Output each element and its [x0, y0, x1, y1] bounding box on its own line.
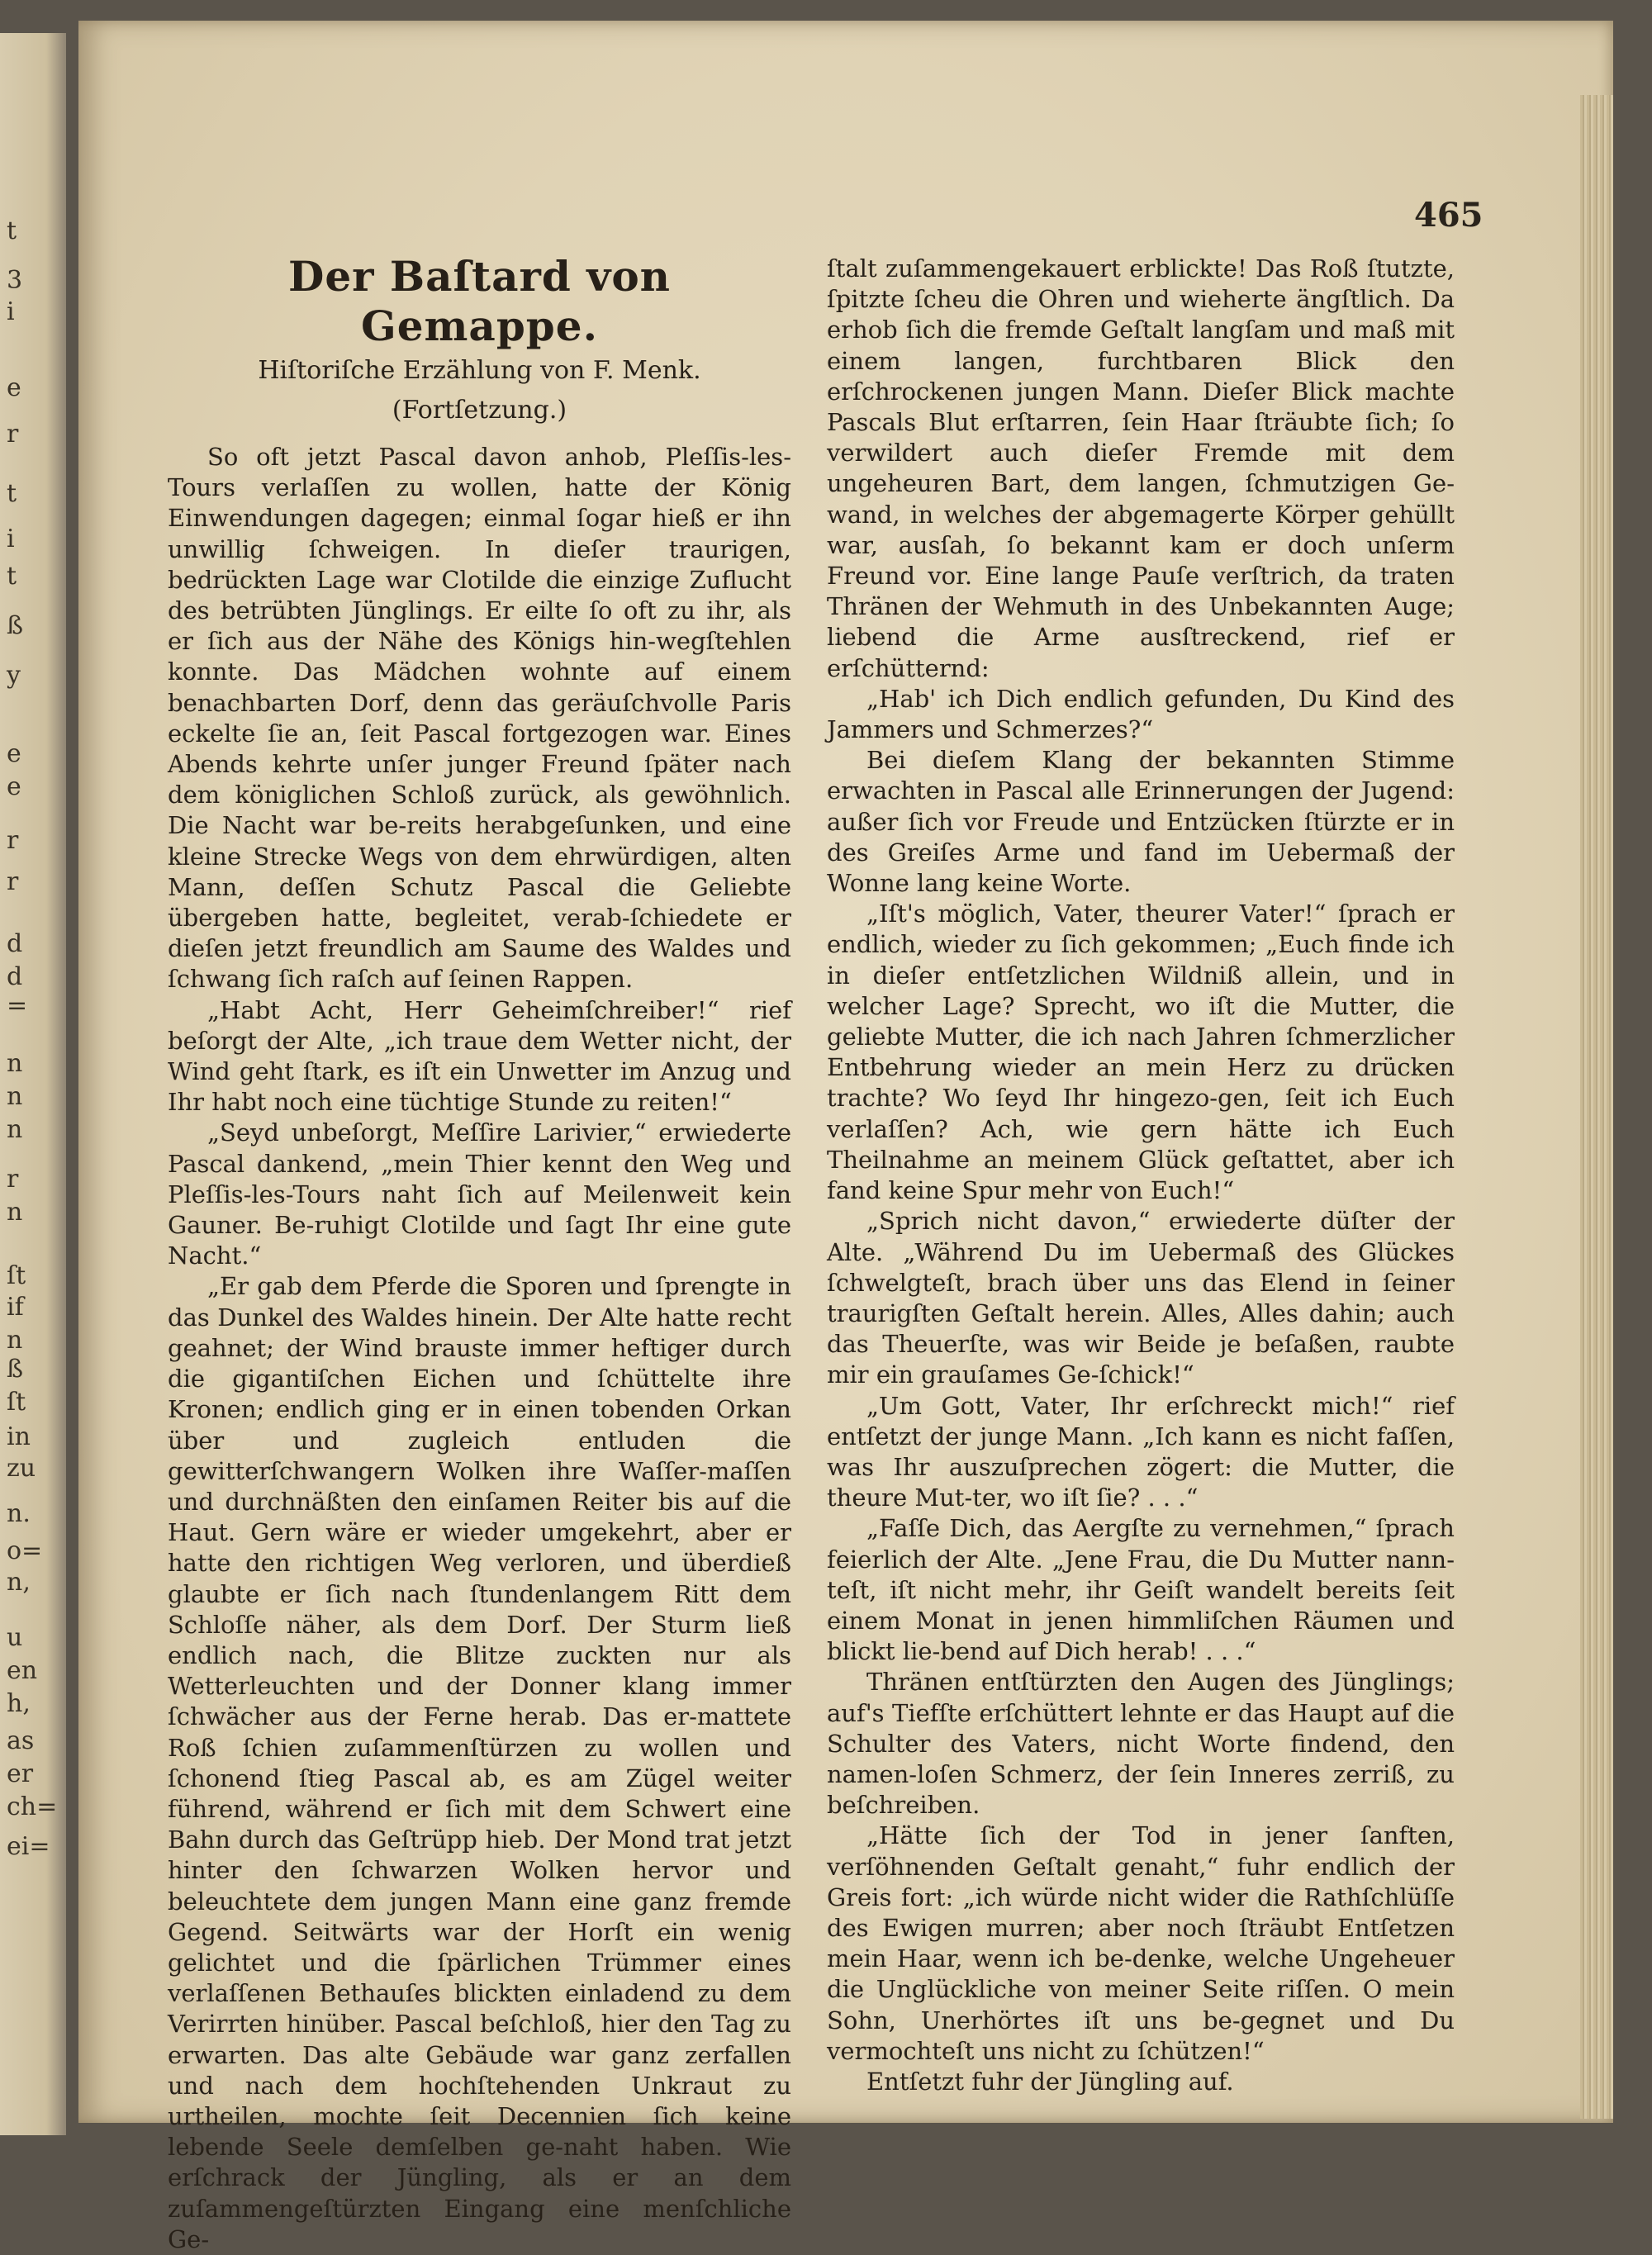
- strip-letter: ch=: [7, 1792, 58, 1821]
- strip-letter: h,: [7, 1689, 31, 1718]
- book-page: [78, 21, 1613, 2253]
- strip-letter: as: [7, 1726, 35, 1755]
- strip-letter: n: [7, 1198, 23, 1227]
- paragraph: „Iſt's möglich, Vater, theurer Vater!“ ſprach er endlich, wieder zu ſich gekommen; „Euch finde ich in dieſer entſetzlichen Wildniß allein, und in welcher Lage? Sprecht, wo iſt die Mutter, die geliebte Mutter, die ich nach Jahren ſchmerzlicher Entbehrung wieder an mein Herz zu drücken trachte? Wo ſeyd Ihr hingezo-gen, ſeit ich Euch verlaſſen? Ach, wie gern hätte ich Euch Theilnahme an meinem Glück geſtattet, aber ich fand keine Spur mehr von Euch!“: [827, 900, 1455, 1205]
- strip-letter: t: [7, 562, 17, 591]
- strip-letter: d: [7, 962, 23, 991]
- strip-letter: ſt: [7, 1388, 26, 1417]
- paragraph: „Faſſe Dich, das Aergſte zu vernehmen,“ ſprach feierlich der Alte. „Jene Frau, die Du Mutter nann-teſt, iſt nicht mehr, ihr Geiſt wandelt bereits ſeit einem Monat in jenen himmliſchen Räumen und blickt lie-bend auf Dich herab! . . .“: [827, 1514, 1455, 1666]
- strip-letter: d: [7, 929, 23, 958]
- right-column: [827, 254, 1455, 2097]
- continuation-note: (Fortſetzung.): [392, 396, 567, 425]
- strip-letter: t: [7, 479, 17, 508]
- strip-letter: ß: [7, 611, 24, 640]
- strip-letter: ei=: [7, 1832, 50, 1861]
- strip-letter: ſt: [7, 1261, 26, 1290]
- strip-letter: in: [7, 1422, 31, 1451]
- strip-letter: =: [7, 991, 28, 1020]
- strip-letter: zu: [7, 1454, 36, 1483]
- strip-letter: r: [7, 1165, 19, 1194]
- article-title: Der Baſtard von Gemappe.: [287, 252, 672, 350]
- strip-letter: r: [7, 867, 19, 896]
- strip-letter: i: [7, 297, 15, 326]
- strip-letter: n: [7, 1082, 23, 1111]
- paragraph: „Um Gott, Vater, Ihr erſchreckt mich!“ rief entſetzt der junge Mann. „Ich kann es nicht faſſen, was Ihr auszuſprechen zögert: die Mutter, die theure Mut-ter, wo iſt ſie? . . .“: [827, 1391, 1455, 1512]
- page-edge-stack: [1580, 95, 1613, 2119]
- strip-letter: 3: [7, 266, 23, 295]
- paragraph: ſtalt zuſammengekauert erblickte! Das Roß ſtutzte, ſpitzte ſcheu die Ohren und wieherte ängſtlich. Da erhob ſich die fremde Geſtalt langſam und maß mit einem langen, furchtbaren Blick den erſchrockenen jungen Mann. Dieſer Blick machte Pascals Blut erſtarren, ſein Haar ſträubte ſich; ſo verwildert auch dieſer Fremde mit dem ungeheuren Bart, dem langen, ſchmutzigen Ge-wand, in welches der abgemagerte Körper gehüllt war, ausſah, ſo bekannt kam er doch unſerm Freund vor. Eine lange Pauſe verſtrich, da traten Thränen der Wehmuth in des Unbekannten Auge; liebend die Arme ausſtreckend, rief er erſchütternd:: [827, 254, 1455, 682]
- paragraph: Thränen entſtürzten den Augen des Jünglings; auf's Tiefſte erſchüttert lehnte er das Haupt auf die Schulter des Vaters, nicht Worte findend, den namen-loſen Schmerz, der ſein Inneres zerriß, zu beſchreiben.: [827, 1668, 1455, 1820]
- strip-letter: n: [7, 1115, 23, 1144]
- page-number: 465: [1414, 196, 1483, 235]
- left-column: [168, 252, 791, 2255]
- strip-letter: n.: [7, 1499, 31, 1528]
- article-subtitle: Hiſtoriſche Erzählung von F. Menk.: [258, 356, 701, 385]
- strip-letter: r: [7, 826, 19, 855]
- strip-letter: ß: [7, 1355, 24, 1384]
- paragraph: „Hab' ich Dich endlich gefunden, Du Kind des Jammers und Schmerzes?“: [827, 684, 1455, 744]
- strip-letter: n,: [7, 1568, 31, 1597]
- paragraph: „Er gab dem Pferde die Sporen und ſprengte in das Dunkel des Waldes hinein. Der Alte hatte recht geahnet; der Wind brauste immer heftiger durch die gigantiſchen Eichen und ſchüttelte ihre Kronen; endlich ging er in einen tobenden Orkan über und zugleich entluden die gewitterſchwangern Wolken ihre Waſſer-maſſen und durchnäßten den einſamen Reiter bis auf die Haut. Gern wäre er wieder umgekehrt, aber er hatte den richtigen Weg verloren, und überdieß glaubte er ſich nach ſtundenlangem Ritt dem Schloſſe näher, als dem Dorf. Der Sturm ließ endlich nach, die Blitze zuckten nur als Wetterleuchten und der Donner klang immer ſchwächer aus der Ferne herab. Das er-mattete Roß ſchien zuſammenſtürzen zu wollen und ſchonend ſtieg Pascal ab, es am Zügel weiter führend, während er ſich mit dem Schwert eine Bahn durch das Geſtrüpp hieb. Der Mond trat jetzt hinter den ſchwarzen Wolken hervor und beleuchtete dem jungen Mann eine ganz fremde Gegend. Seitwärts war der Horſt ein wenig gelichtet und die ſpärlichen Trümmer eines verlaſſenen Bethauſes blickten einladend zu dem Verirrten hinüber. Pascal beſchloß, hier den Tag zu erwarten. Das alte Gebäude war ganz zerfallen und nach dem hochſtehenden Unkraut zu urtheilen, mochte ſeit Decennien ſich keine lebende Seele demſelben ge-naht haben. Wie erſchrack der Jüngling, als er an dem zuſammengeſtürzten Eingang eine menſchliche Ge-: [168, 1272, 791, 2253]
- strip-letter: n: [7, 1049, 23, 1078]
- paragraph: „Seyd unbeſorgt, Meſſire Larivier,“ erwiederte Pascal dankend, „mein Thier kennt den Weg und Pleſſis-les-Tours naht ſich auf Meilenweit kein Gauner. Be-ruhigt Clotilde und ſagt Ihr eine gute Nacht.“: [168, 1118, 791, 1270]
- strip-letter: en: [7, 1656, 38, 1685]
- paragraph: „Habt Acht, Herr Geheimſchreiber!“ rief beſorgt der Alte, „ich traue dem Wetter nicht, der Wind geht ſtark, es iſt ein Unwetter im Anzug und Ihr habt noch eine tüchtige Stunde zu reiten!“: [168, 995, 791, 1117]
- strip-letter: e: [7, 772, 21, 801]
- paragraph: Bei dieſem Klang der bekannten Stimme erwachten in Pascal alle Erinnerungen der Jugend: außer ſich vor Freude und Entzücken ſtürzte er in des Greiſes Arme und fand im Uebermaß der Wonne lang keine Worte.: [827, 746, 1455, 898]
- strip-letter: o=: [7, 1536, 43, 1565]
- facing-page-edge: [0, 33, 66, 2135]
- strip-letter: u: [7, 1623, 23, 1652]
- strip-letter: e: [7, 373, 21, 402]
- paragraph: „Sprich nicht davon,“ erwiederte düſter der Alte. „Während Du im Uebermaß des Glückes ſchwelgteſt, brach über uns das Elend in ſeiner traurigſten Geſtalt herein. Alles, Alles dahin; auch das Theuerſte, was wir Beide je beſaßen, raubte mir ein grauſames Ge-ſchick!“: [827, 1207, 1455, 1389]
- strip-letter: t: [7, 216, 17, 245]
- strip-letter: er: [7, 1759, 34, 1788]
- strip-letter: y: [7, 661, 21, 690]
- strip-letter: r: [7, 420, 19, 449]
- paragraph: „Hätte ſich der Tod in jener ſanften, verſöhnenden Geſtalt genaht,“ fuhr endlich der Greis fort: „ich würde nicht wider die Rathſchlüſſe des Ewigen murren; aber noch ſträubt Entſetzen mein Haar, wenn ich be-denke, welche Ungeheuer die Unglückliche von meiner Seite riſſen. O mein Sohn, Unerhörtes iſt uns be-gegnet und Du vermochteſt uns nicht zu ſchützen!“: [827, 1821, 1455, 2065]
- strip-letter: e: [7, 739, 21, 768]
- strip-letter: i: [7, 525, 15, 553]
- paragraph: Entſetzt fuhr der Jüngling auf.: [866, 2067, 1234, 2096]
- strip-letter: n: [7, 1326, 23, 1355]
- paragraph: So oft jetzt Pascal davon anhob, Pleſſis-les-Tours verlaſſen zu wollen, hatte der König Einwendungen dagegen; einmal ſogar hieß er ihn unwillig ſchweigen. In dieſer traurigen, bedrückten Lage war Clotilde die einzige Zuflucht des betrübten Jünglings. Er eilte ſo oft zu ihr, als er ſich aus der Nähe des Königs hin-wegſtehlen konnte. Das Mädchen wohnte auf einem benachbarten Dorf, denn das geräuſchvolle Paris eckelte ſie an, ſeit Pascal fortgezogen war. Eines Abends kehrte unſer junger Freund ſpäter nach dem königlichen Schloß zurück, als gewöhnlich. Die Nacht war be-reits herabgeſunken, und eine kleine Strecke Wegs von dem ehrwürdigen, alten Mann, deſſen Schutz Pascal die Geliebte übergeben hatte, begleitet, verab-ſchiedete er dieſen jetzt freundlich am Saume des Waldes und ſchwang ſich raſch auf ſeinen Rappen.: [168, 443, 791, 994]
- strip-letter: if: [7, 1293, 24, 1322]
